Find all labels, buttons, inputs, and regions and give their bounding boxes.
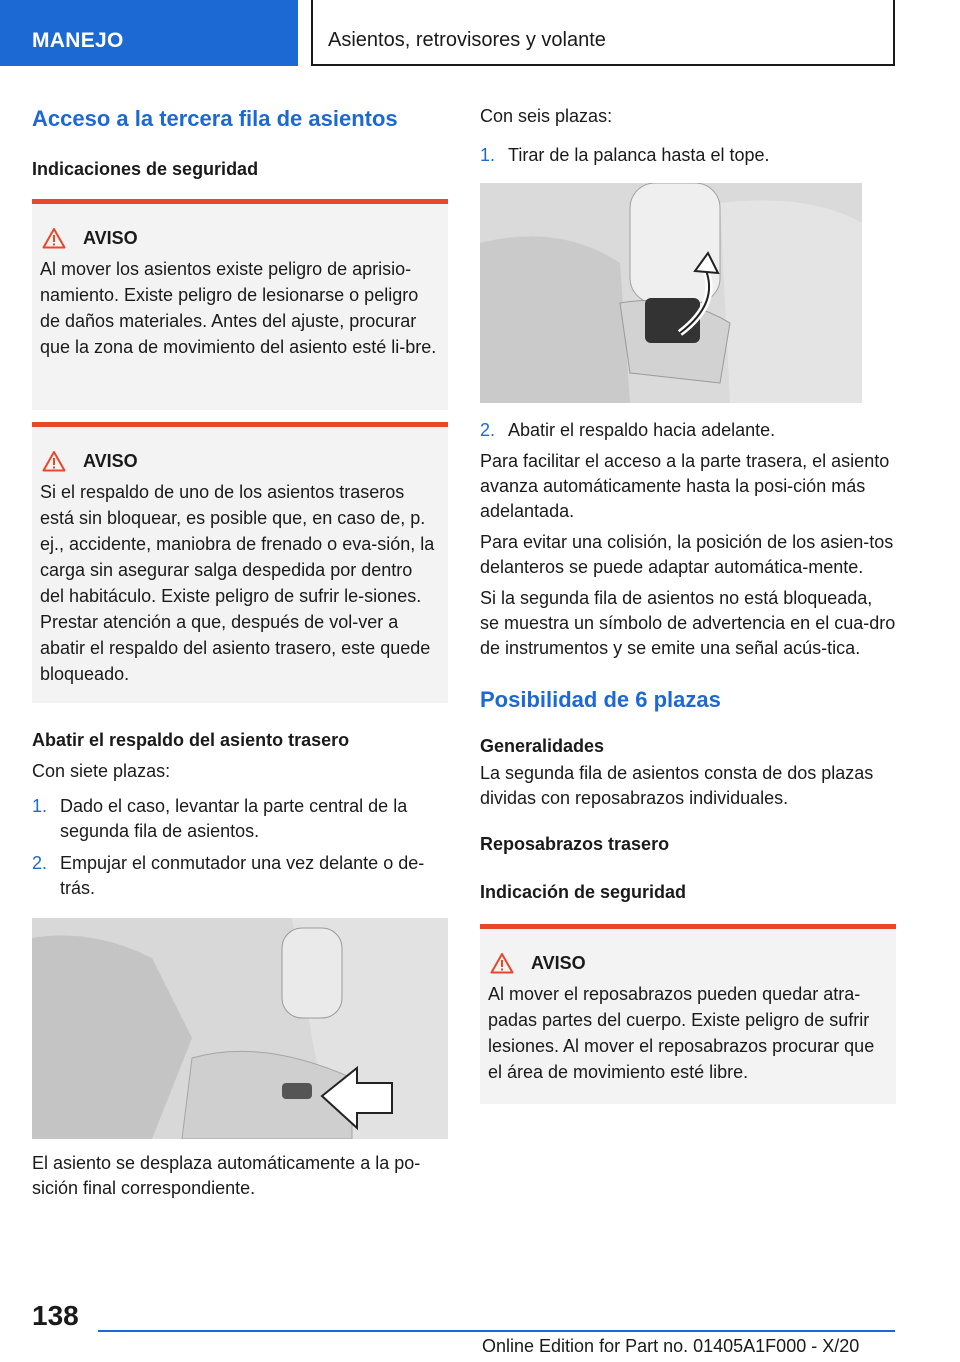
armrest-heading: Reposabrazos trasero <box>480 834 670 854</box>
header-chapter-label: Asientos, retrovisores y volante <box>328 29 606 51</box>
safety-heading: Indicaciones de seguridad <box>32 159 259 179</box>
step-text: Tirar de la palanca hasta el tope. <box>508 145 770 165</box>
fold-backrest-heading: Abatir el respaldo del asiento trasero <box>32 730 350 750</box>
general-text: La segunda fila de asientos consta de dos plazas dividas con reposabrazos individuales. <box>480 763 874 808</box>
step-text: Dado el caso, levantar la parte central de la segunda fila de asientos. <box>60 796 408 841</box>
right-column <box>480 100 896 1104</box>
footer-edition: Online Edition for Part no. 01405A1F000 - X/20 <box>482 1336 860 1356</box>
general-heading: Generalidades <box>480 736 605 756</box>
header-chapter-box <box>311 0 895 66</box>
left-column <box>32 100 448 1201</box>
warning-box-1 <box>32 199 448 410</box>
six-seats-step-2 <box>480 418 896 443</box>
warning-text-1: Al mover los asientos existe peligro de aprisio-namiento. Existe peligro de lesionarse o peligro de daños materiales. Antes del ajuste, procurar que la zona de movimiento del asiento esté li-bre. <box>40 259 437 357</box>
warning-title-1 <box>40 226 438 250</box>
step-number: 1. <box>480 145 496 165</box>
warning-text-3: Al mover el reposabrazos pueden quedar atra-padas partes del cuerpo. Existe peligro de sufrir lesiones. Al mover el reposabrazos procurar que el área de movimiento esté libre. <box>488 984 875 1082</box>
armrest-safety-heading: Indicación de seguridad <box>480 882 687 902</box>
lever-image <box>480 183 862 403</box>
list-item <box>32 851 448 901</box>
warning-text-2: Si el respaldo de uno de los asientos traseros está sin bloquear, es posible que, en caso de, p. ej., accidente, maniobra de frenado o eva-sión, la carga sin asegurar salga despedida por dentro del habitáculo. Existe peligro de sufrir le-siones. Prestar atención a que, después de vol-ver a abatir el respaldo del asiento trasero, este quede bloqueado. <box>40 482 435 684</box>
seat-illustration <box>32 918 448 1139</box>
warning-label-2: AVISO <box>83 451 138 471</box>
paragraph-not-locked: Si la segunda fila de asientos no está bloqueada, se muestra un símbolo de advertencia en el cua-dro de instrumentos y se emite una señal acús-tica. <box>480 588 896 658</box>
page-number: 138 <box>32 1300 79 1331</box>
after-image-text: El asiento se desplaza automáticamente a la po-sición final correspondiente. <box>32 1153 421 1198</box>
rear-seat-switch-image <box>32 918 448 1139</box>
step-number: 1. <box>32 796 48 816</box>
section-title-six-seats: Posibilidad de 6 plazas <box>480 687 721 712</box>
six-seats-step-1 <box>480 143 896 168</box>
warning-box-3 <box>480 924 896 1104</box>
warning-box-2 <box>32 422 448 703</box>
warning-label-3: AVISO <box>531 953 586 973</box>
paragraph-easy-access: Para facilitar el acceso a la parte trasera, el asiento avanza automáticamente hasta la posi-ción más adelantada. <box>480 451 890 521</box>
header-section-label: MANEJO <box>32 29 124 52</box>
header-section-tab <box>0 0 298 66</box>
warning-triangle-icon <box>42 450 66 472</box>
warning-label-1: AVISO <box>83 228 138 248</box>
warning-title-2 <box>40 449 438 473</box>
footer-divider <box>98 1330 895 1332</box>
list-item <box>32 794 448 844</box>
list-item <box>480 143 896 168</box>
warning-triangle-icon <box>490 952 514 974</box>
section-title-third-row: Acceso a la tercera fila de asientos <box>32 106 398 131</box>
paragraph-collision: Para evitar una colisión, la posición de los asien-tos delanteros se puede adaptar automática-mente. <box>480 532 894 577</box>
warning-title-3 <box>488 951 886 975</box>
step-text: Abatir el respaldo hacia adelante. <box>508 420 776 440</box>
warning-triangle-icon <box>42 227 66 249</box>
lever-illustration <box>480 183 862 403</box>
step-number: 2. <box>480 420 496 440</box>
list-item <box>480 418 896 443</box>
seven-seats-steps <box>32 794 448 901</box>
six-seats-label: Con seis plazas: <box>480 106 613 126</box>
step-text: Empujar el conmutador una vez delante o de-trás. <box>60 853 425 898</box>
seven-seats-label: Con siete plazas: <box>32 761 171 781</box>
step-number: 2. <box>32 853 48 873</box>
